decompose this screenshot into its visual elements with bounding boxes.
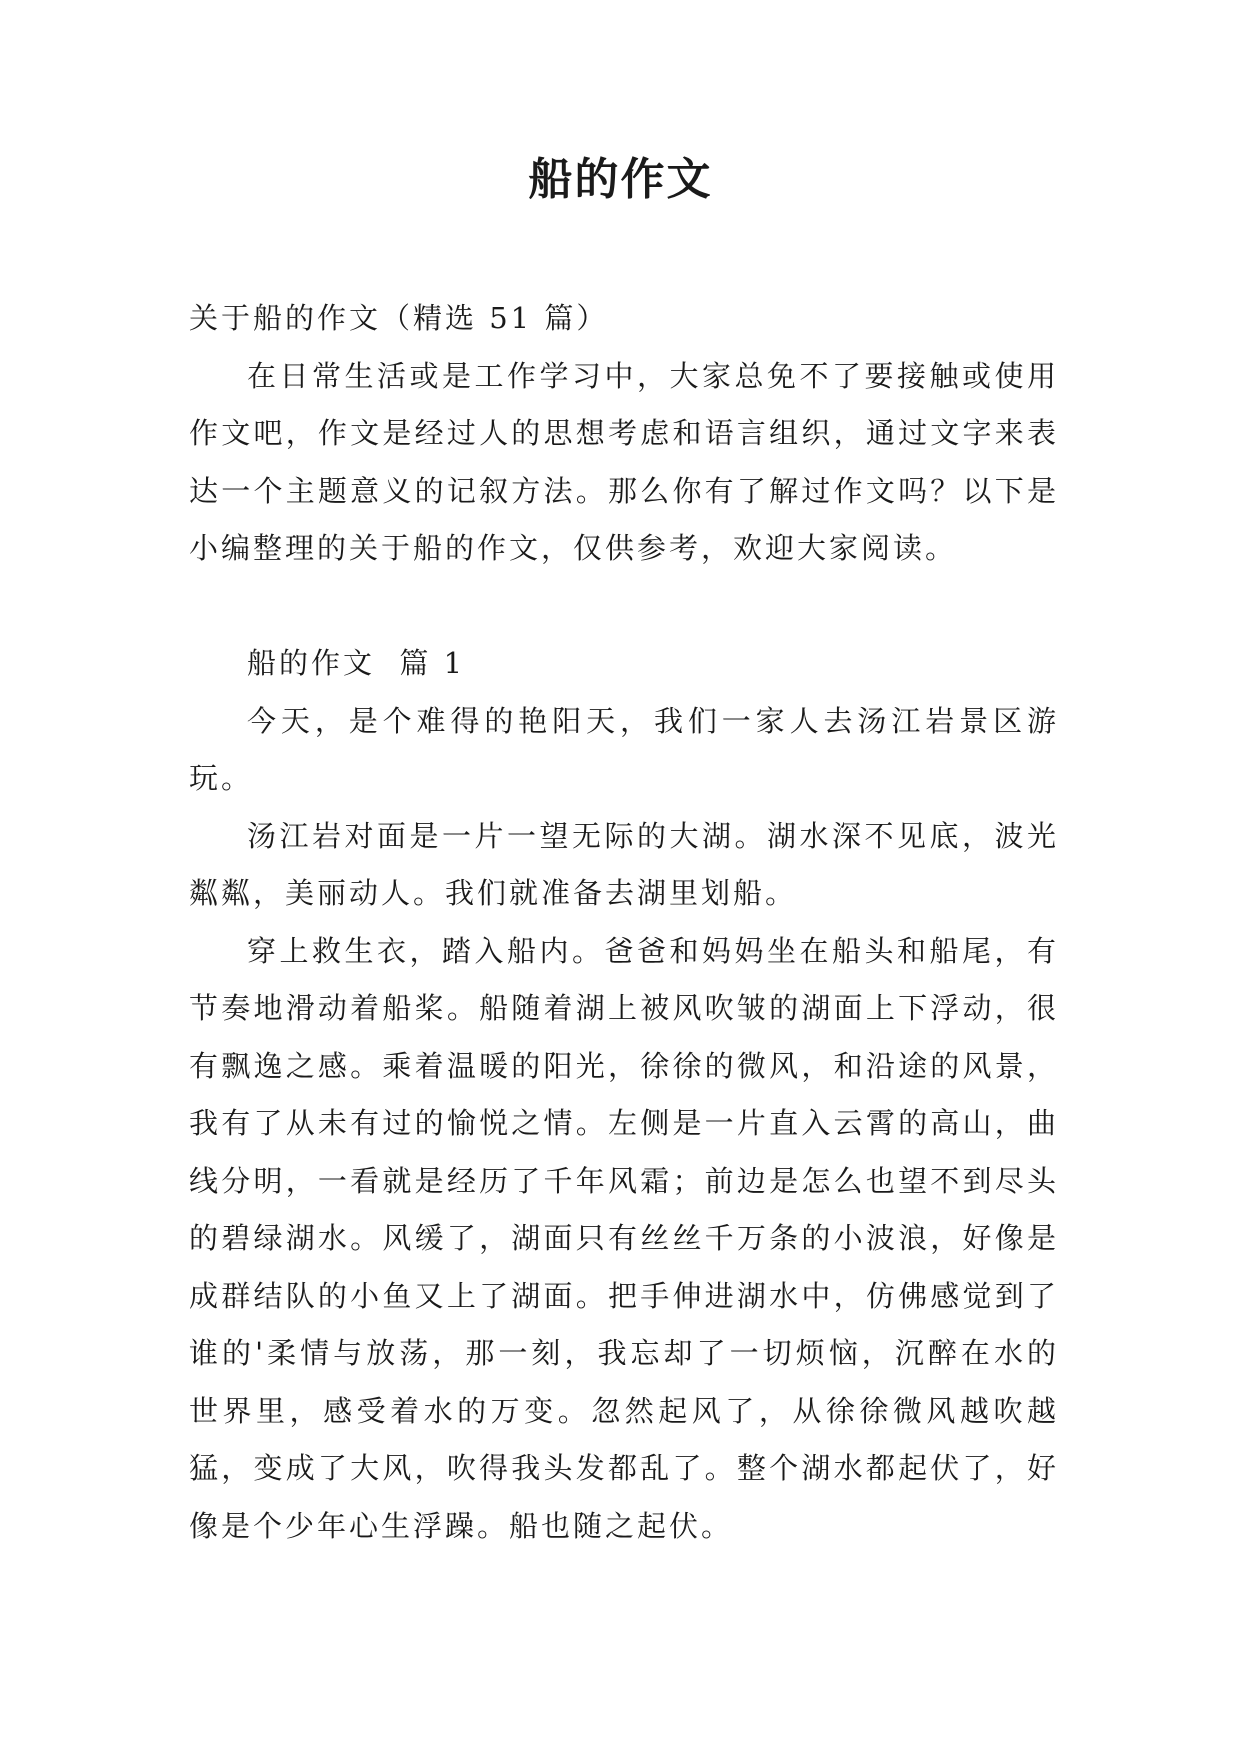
body-paragraph: 今天，是个难得的艳阳天，我们一家人去汤江岩景区游玩。 bbox=[189, 703, 1059, 795]
document-subtitle: 关于船的作文（精选 51 篇） bbox=[189, 301, 609, 335]
document-title: 船的作文 bbox=[528, 154, 713, 205]
body-paragraph: 穿上救生衣，踏入船内。爸爸和妈妈坐在船头和船尾，有节奏地滑动着船桨。船随着湖上被风吹皱的湖面上下浮动，很有飘逸之感。乘着温暖的阳光，徐徐的微风，和沿途的风景，我有了从未有过的愉悦之情。左侧是一片直入云霄的高山，曲线分明，一看就是经历了千年风霜；前边是怎么也望不到尽头的碧绿湖水。风缓了，湖面只有丝丝千万条的小波浪，好像是成群结队的小鱼又上了湖面。把手伸进湖水中，仿佛感觉到了谁的'柔情与放荡，那一刻，我忘却了一切烦恼，沉醉在水的世界里，感受着水的万变。忽然起风了，从徐徐微风越吹越猛，变成了大风，吹得我头发都乱了。整个湖水都起伏了，好像是个少年心生浮躁。船也随之起伏。 bbox=[189, 933, 1059, 1543]
section-spacer bbox=[189, 578, 1059, 636]
section-heading: 船的作文 篇 1 bbox=[247, 646, 466, 680]
intro-paragraph: 在日常生活或是工作学习中，大家总免不了要接触或使用作文吧，作文是经过人的思想考虑和语言组织，通过文字来表达一个主题意义的记叙方法。那么你有了解过作文吗？以下是小编整理的关于船的作文，仅供参考，欢迎大家阅读。 bbox=[189, 358, 1059, 565]
document-body bbox=[189, 290, 1059, 1555]
body-paragraph: 汤江岩对面是一片一望无际的大湖。湖水深不见底，波光粼粼，美丽动人。我们就准备去湖里划船。 bbox=[189, 818, 1059, 910]
